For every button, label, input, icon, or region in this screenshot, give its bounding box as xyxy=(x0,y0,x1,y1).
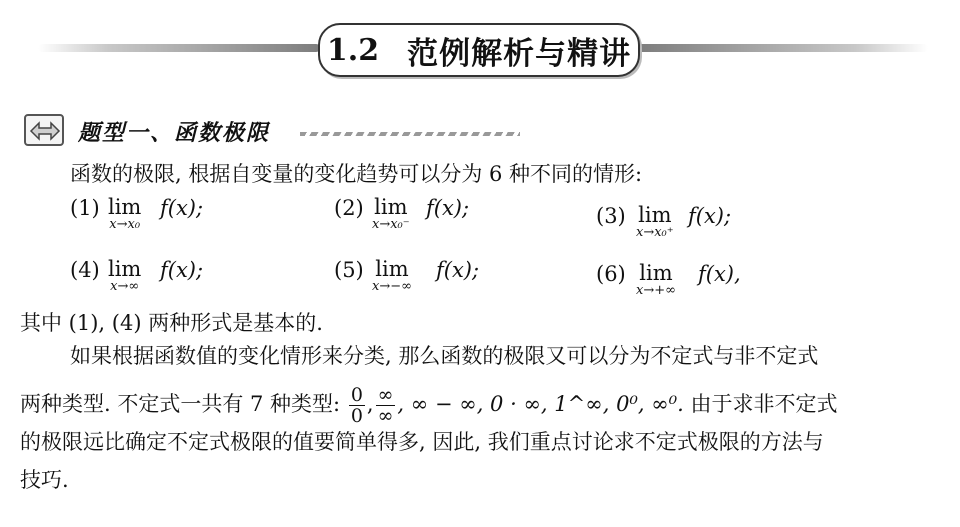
lim-operator: lim xyxy=(375,257,409,281)
limit-number: (3) xyxy=(596,204,626,228)
limit-case xyxy=(596,204,836,254)
topic-heading: 题型一、函数极限 xyxy=(78,121,271,146)
topic-divider xyxy=(300,132,520,136)
limit-expression: f(x); xyxy=(688,204,732,228)
fraction-numerator: ∞ xyxy=(377,384,394,406)
limit-number: (2) xyxy=(334,196,364,220)
limit-number: (1) xyxy=(70,196,100,220)
lim-operator: lim xyxy=(108,257,142,281)
lim-subscript: x→x₀ xyxy=(109,217,141,232)
paragraph-text: 由于求非不定式 xyxy=(683,392,838,416)
double-arrow-icon xyxy=(24,114,64,146)
basic-note: 其中 (1), (4) 两种形式是基本的. xyxy=(20,311,323,335)
limit-case xyxy=(70,196,310,246)
limit-case xyxy=(334,196,574,246)
lim-subscript: x→−∞ xyxy=(372,279,412,294)
limit-expression: f(x); xyxy=(426,196,470,220)
fraction-inf-over-inf xyxy=(376,385,396,426)
paragraph-line: 两种类型. 不定式一共有 7 种类型: $\frac{0}{0}$ , $\frac{\infty}{\infty}$ , ∞ − ∞, 0 · ∞, 1^∞, 0⁰, ∞⁰. 由于求非不定式 xyxy=(20,384,838,427)
limit-expression: f(x); xyxy=(436,258,480,282)
fraction-denominator: 0 xyxy=(350,405,363,427)
fraction-zero-over-zero xyxy=(349,385,365,426)
header-rule-left xyxy=(38,44,320,52)
header-rule-right xyxy=(638,44,928,52)
limit-number: (5) xyxy=(334,258,364,282)
paragraph-line: 如果根据函数值的变化情形来分类, 那么函数的极限又可以分为不定式与非不定式 xyxy=(70,344,819,368)
limit-expression: f(x); xyxy=(160,196,204,220)
paragraph-line: 的极限远比确定不定式极限的值要简单得多, 因此, 我们重点讨论求不定式极限的方法与 xyxy=(20,430,824,454)
limit-case xyxy=(334,258,574,308)
fraction-denominator: ∞ xyxy=(377,405,394,427)
limit-expression: f(x); xyxy=(160,258,204,282)
lim-subscript: x→x₀⁺ xyxy=(636,225,674,240)
limit-case xyxy=(70,258,310,308)
lim-subscript: x→+∞ xyxy=(636,283,676,298)
lim-operator: lim xyxy=(108,195,142,219)
lim-subscript: x→∞ xyxy=(110,279,140,294)
fraction-numerator: 0 xyxy=(350,384,363,406)
section-title: 范例解析与精讲 xyxy=(407,35,632,72)
section-title-box xyxy=(318,23,640,77)
limit-number: (6) xyxy=(596,262,626,286)
lim-operator: lim xyxy=(638,203,672,227)
paragraph-line: 技巧. xyxy=(20,468,69,492)
paragraph-text: 两种类型. 不定式一共有 7 种类型: xyxy=(20,392,347,416)
intro-text: 函数的极限, 根据自变量的变化趋势可以分为 6 种不同的情形: xyxy=(70,162,643,186)
limit-number: (4) xyxy=(70,258,100,282)
section-number: 1.2 xyxy=(326,32,380,68)
lim-operator: lim xyxy=(639,261,673,285)
lim-subscript: x→x₀⁻ xyxy=(372,217,410,232)
indeterminate-forms: , ∞ − ∞, 0 · ∞, 1^∞, 0⁰, ∞⁰. xyxy=(397,392,684,416)
limit-expression: f(x), xyxy=(698,262,741,286)
limit-case xyxy=(596,262,836,312)
lim-operator: lim xyxy=(374,195,408,219)
